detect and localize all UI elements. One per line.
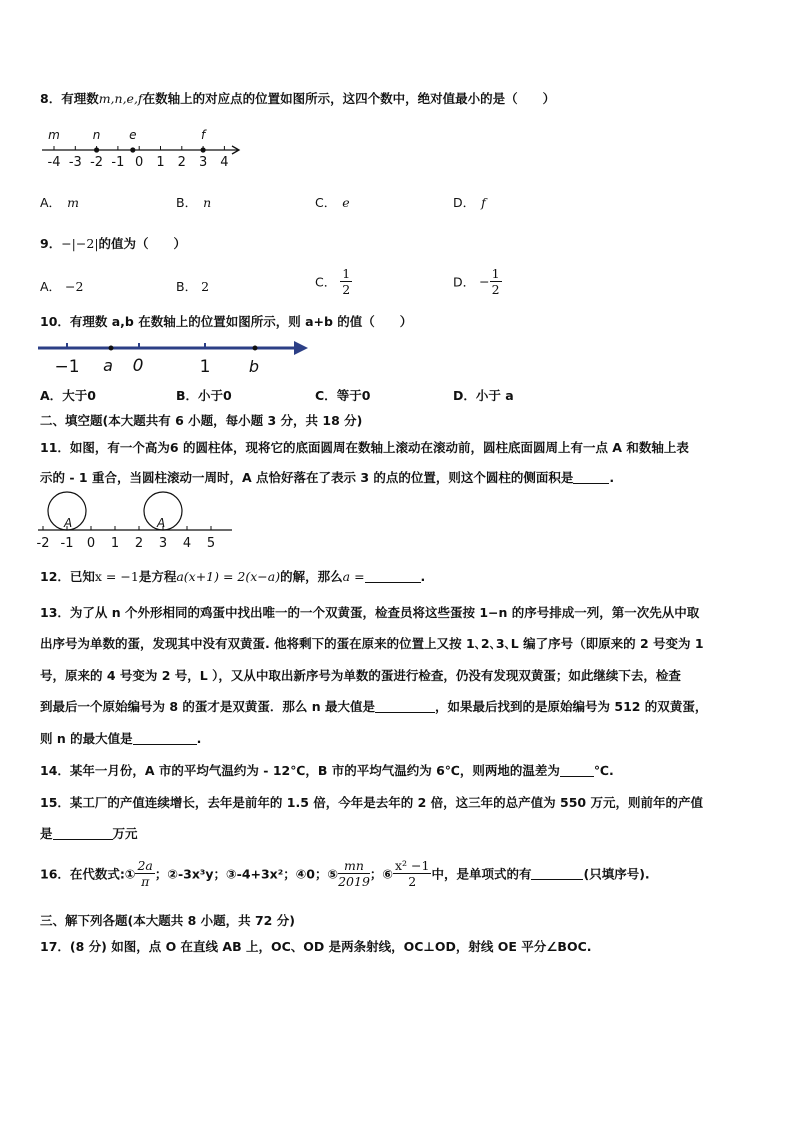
q14-answer-blank xyxy=(560,764,594,777)
q13-line2: 出序号为单数的蛋，发现其中没有双黄蛋. 他将剩下的蛋在原来的位置上又按 1､2､3､L 编了序号（即原来的 2 号变为 1 xyxy=(40,636,704,651)
section-2-heading: 二、填空题(本大题共有 6 小题，每小题 3 分，共 18 分) xyxy=(40,413,363,428)
q8-points xyxy=(48,128,207,153)
q10-option-d: D．小于 a xyxy=(453,388,514,403)
q9-option-d-fraction: $\frac{1}{2}$ xyxy=(491,266,500,297)
q11-cylinder-figure xyxy=(36,490,236,552)
q8-tick-label: 4 xyxy=(220,155,229,170)
q13-line4: 到最后一个原始编号为 8 的蛋才是双黄蛋．那么 n 最大值是 ，如果最后找到的是原始编号为 512 的双黄蛋， xyxy=(40,699,708,714)
q15-answer-blank xyxy=(53,827,113,840)
q12-stem: 12．已知x = −1是方程a(x+1) = 2(x−a)的解，那么a = . xyxy=(40,569,426,584)
q15-line1: 15．某工厂的产值连续增长，去年是前年的 1.5 倍，今年是去年的 2 倍，这三年的总产值为 550 万元，则前年的产值 xyxy=(40,795,703,810)
q9-expression: −|−2| xyxy=(61,236,99,251)
q8-point-label: n xyxy=(92,128,101,142)
q10-stem: 10．有理数 a,b 在数轴上的位置如图所示，则 a+b 的值（ ） xyxy=(40,314,413,329)
q9-option-b: B． 2 xyxy=(176,279,210,294)
q8-point xyxy=(201,147,206,152)
q11-tick-label: 2 xyxy=(134,536,144,551)
section-3-heading: 三、解下列各题(本大题共 8 小题，共 72 分) xyxy=(40,913,295,928)
q15-line2: 是 万元 xyxy=(40,826,138,841)
q10-point-b xyxy=(253,346,258,351)
q10-axis-arrow xyxy=(294,341,308,355)
q16-fraction-6: $\frac{\text{x² −1}}{2}$ xyxy=(395,858,430,889)
q16-fraction-1: $\frac{2a}{\pi}$ xyxy=(137,858,153,889)
q11-answer-blank xyxy=(573,471,609,484)
q8-option-d: D． f xyxy=(453,195,486,210)
q10-label-a: a xyxy=(103,356,113,375)
q8-option-c: C． e xyxy=(315,195,350,210)
q8-number-line xyxy=(38,126,248,170)
q13-answer-blank-1 xyxy=(375,700,435,713)
q10-label-1: 1 xyxy=(199,357,211,376)
q8-tick-label: -3 xyxy=(68,155,82,170)
q11-tick-label: 1 xyxy=(110,536,120,551)
q8-tick-label: -2 xyxy=(90,155,104,170)
q8-tick-label: -4 xyxy=(47,155,61,170)
q8-tick-label: 1 xyxy=(156,155,165,170)
q8-tick-label: 3 xyxy=(198,155,208,170)
q12-answer-blank xyxy=(365,570,421,583)
q11-tick-label: 5 xyxy=(206,536,216,551)
q8-option-b: B． n xyxy=(176,195,212,210)
q11-tick-label: 4 xyxy=(182,536,192,551)
q8-tick-label: -1 xyxy=(111,155,125,170)
q10-label-b: b xyxy=(248,357,260,376)
q10-number-line xyxy=(36,336,312,376)
q8-point-label: m xyxy=(48,128,60,142)
q9-option-c: C． $\frac{1}{2}$ xyxy=(315,266,351,297)
q10-point-a xyxy=(109,346,114,351)
q11-tick-label: 0 xyxy=(86,536,96,551)
q17-stem: 17．(8 分) 如图，点 O 在直线 AB 上，OC、OD 是两条射线，OC⊥OD，射线 OE 平分∠BOC. xyxy=(40,939,592,954)
q11-line2: 示的 - 1 重合，当圆柱滚动一周时，A 点恰好落在了表示 3 的点的位置，则这个圆柱的侧面积是 . xyxy=(40,470,615,485)
q8-point xyxy=(94,147,99,152)
q9-option-a: A． −2 xyxy=(40,279,84,294)
q11-tick-label: 3 xyxy=(158,536,168,551)
q10-option-a: A．大于0 xyxy=(40,388,96,403)
q10-option-c: C．等于0 xyxy=(315,388,371,403)
q13-line5: 则 n 的最大值是 . xyxy=(40,731,202,746)
q11-tick-label: -2 xyxy=(36,536,50,551)
q16-stem: 16．在代数式:① $\frac{2a}{\pi}$ ；②-3x³y；③-4+3x²；④0；⑤ $\frac{mn}{2019}$ ；⑥ $\frac{\text{x² −1}}{2}$ 中，是单项式的有 (只填序号). xyxy=(40,858,650,889)
q16-fraction-5: $\frac{mn}{2019}$ xyxy=(338,858,370,889)
q8-stem: 8．有理数m,n,e,f在数轴上的对应点的位置如图所示，这四个数中，绝对值最小的是（ ） xyxy=(40,91,556,106)
q11-point-a-start: A xyxy=(64,516,73,530)
q10-label-minus1: −1 xyxy=(54,357,80,376)
q9-option-c-fraction: $\frac{1}{2}$ xyxy=(342,266,351,297)
q13-line3: 号，原来的 4 号变为 2 号，L ），又从中取出新序号为单数的蛋进行检查，仍没有发现双黄蛋；如此继续下去，检查 xyxy=(40,668,681,683)
q16-answer-blank xyxy=(531,867,583,880)
q8-tick-label: 0 xyxy=(135,155,144,170)
q9-stem: 9．−|−2|的值为（ ） xyxy=(40,236,187,251)
q11-point-a-end: A xyxy=(157,516,166,530)
q11-line1: 11．如图，有一个高为6 的圆柱体，现将它的底面圆周在数轴上滚动在滚动前，圆柱底面圆周上有一点 A 和数轴上表 xyxy=(40,440,689,455)
q13-answer-blank-2 xyxy=(133,732,197,745)
q8-point-label: f xyxy=(200,128,206,142)
q13-line1: 13．为了从 n 个外形相同的鸡蛋中找出唯一的一个双黄蛋，检查员将这些蛋按 1−n 的序号排成一列，第一次先从中取 xyxy=(40,605,700,620)
q8-tick-label: 2 xyxy=(177,155,186,170)
q8-point xyxy=(130,147,135,152)
q8-point-label: e xyxy=(129,128,137,142)
q8-variables: m,n,e,f xyxy=(98,91,143,106)
q11-tick-label: -1 xyxy=(60,536,74,551)
q9-option-d: D． − $\frac{1}{2}$ xyxy=(453,266,500,297)
q14-stem: 14．某年一月份，A 市的平均气温约为 - 12℃，B 市的平均气温约为 6℃，则两地的温差为 ℃. xyxy=(40,763,614,778)
q8-option-a: A． m xyxy=(40,195,79,210)
q10-label-0: 0 xyxy=(132,356,144,376)
q10-option-b: B．小于0 xyxy=(176,388,232,403)
